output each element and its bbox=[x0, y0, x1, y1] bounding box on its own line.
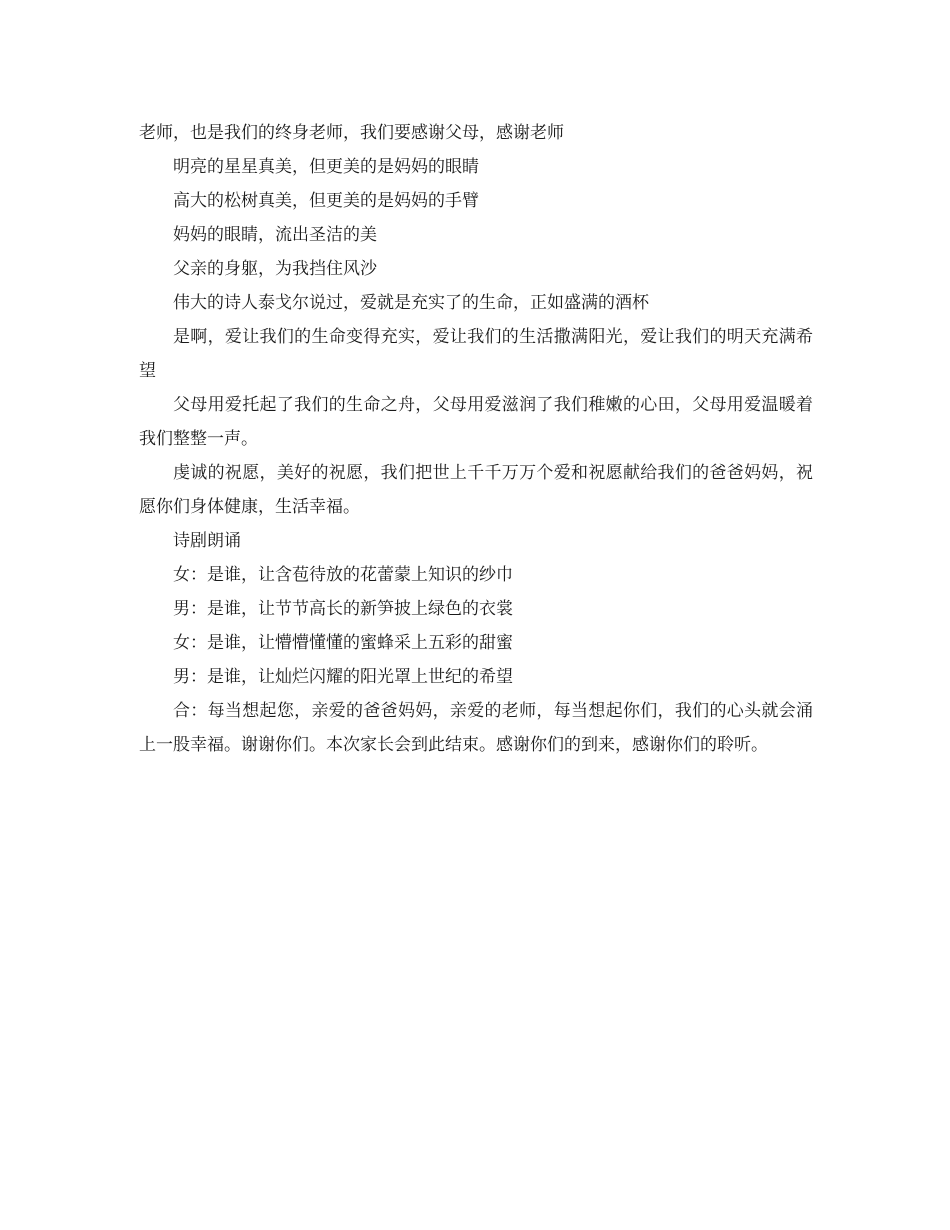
paragraph: 父母用爱托起了我们的生命之舟，父母用爱滋润了我们稚嫩的心田，父母用爱温暖着我们整整一声。 bbox=[139, 395, 813, 449]
section-heading: 诗剧朗诵 bbox=[173, 531, 241, 551]
paragraph: 是啊，爱让我们的生命变得充实，爱让我们的生活撒满阳光，爱让我们的明天充满希望 bbox=[139, 327, 813, 381]
poem-line: 女：是谁，让含苞待放的花蕾蒙上知识的纱巾 bbox=[173, 565, 513, 585]
paragraph: 伟大的诗人泰戈尔说过，爱就是充实了的生命，正如盛满的酒杯 bbox=[173, 293, 649, 313]
document-body bbox=[139, 116, 813, 762]
poem-line: 男：是谁，让节节高长的新笋披上绿色的衣裳 bbox=[173, 599, 513, 619]
paragraph: 明亮的星星真美，但更美的是妈妈的眼睛 bbox=[173, 157, 479, 177]
paragraph: 妈妈的眼睛，流出圣洁的美 bbox=[173, 225, 377, 245]
poem-line: 女：是谁，让懵懵懂懂的蜜蜂采上五彩的甜蜜 bbox=[173, 633, 513, 653]
paragraph: 父亲的身躯，为我挡住风沙 bbox=[173, 259, 377, 279]
poem-line: 合：每当想起您，亲爱的爸爸妈妈，亲爱的老师，每当想起你们，我们的心头就会涌上一股幸福。谢谢你们。本次家长会到此结束。感谢你们的到来，感谢你们的聆听。 bbox=[139, 701, 813, 755]
poem-line: 男：是谁，让灿烂闪耀的阳光罩上世纪的希望 bbox=[173, 667, 513, 687]
paragraph-continuation: 老师，也是我们的终身老师，我们要感谢父母，感谢老师 bbox=[139, 123, 564, 143]
paragraph: 虔诚的祝愿，美好的祝愿，我们把世上千千万万个爱和祝愿献给我们的爸爸妈妈，祝愿你们身体健康，生活幸福。 bbox=[139, 463, 813, 517]
paragraph: 高大的松树真美，但更美的是妈妈的手臂 bbox=[173, 191, 479, 211]
